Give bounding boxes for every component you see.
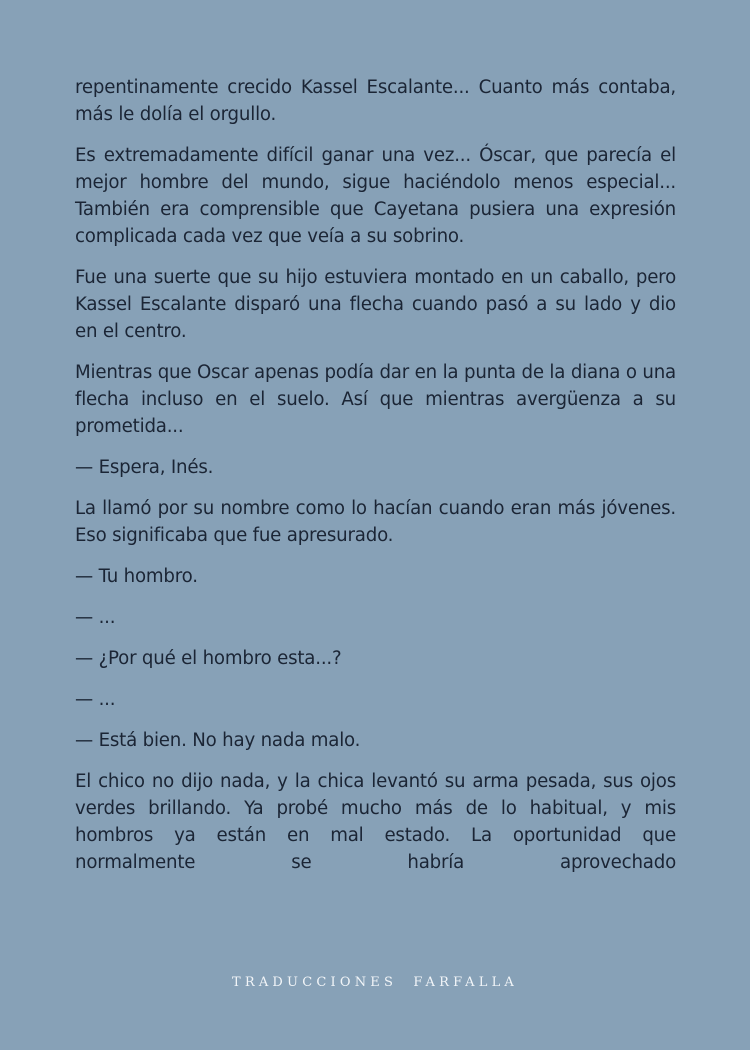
paragraph: Es extremadamente difícil ganar una vez... Óscar, que parecía el mejor hombre del mundo, sigue haciéndolo menos especial... También era comprensible que Cayetana pusiera una expresión complicada cada vez que veía a su sobrino.	[75, 145, 676, 247]
dialogue-line: — Espera, Inés.	[75, 457, 214, 478]
dialogue-line: — ...	[75, 689, 116, 710]
paragraph: Fue una suerte que su hijo estuviera montado en un caballo, pero Kassel Escalante disparó una flecha cuando pasó a su lado y dio en el centro.	[75, 267, 676, 342]
paragraph: La llamó por su nombre como lo hacían cuando eran más jóvenes. Eso significaba que fue apresurado.	[75, 498, 676, 546]
paragraph: repentinamente crecido Kassel Escalante... Cuanto más contaba, más le dolía el orgullo.	[75, 77, 676, 125]
dialogue-line: — Tu hombro.	[75, 566, 198, 587]
paragraph: Mientras que Oscar apenas podía dar en la punta de la diana o una flecha incluso en el suelo. Así que mientras avergüenza a su prometida...	[75, 362, 676, 437]
footer-credit: TRADUCCIONES FARFALLA	[231, 975, 518, 990]
dialogue-line: — ...	[75, 607, 116, 628]
dialogue-line: — ¿Por qué el hombro esta...?	[75, 648, 342, 669]
paragraph: El chico no dijo nada, y la chica levantó su arma pesada, sus ojos verdes brillando. Ya probé mucho más de lo habitual, y mis hombros ya están en mal estado. La oportunidad que normalmente se habría aprovechado	[75, 771, 676, 873]
dialogue-line: — Está bien. No hay nada malo.	[75, 730, 361, 751]
page-body	[75, 74, 676, 890]
